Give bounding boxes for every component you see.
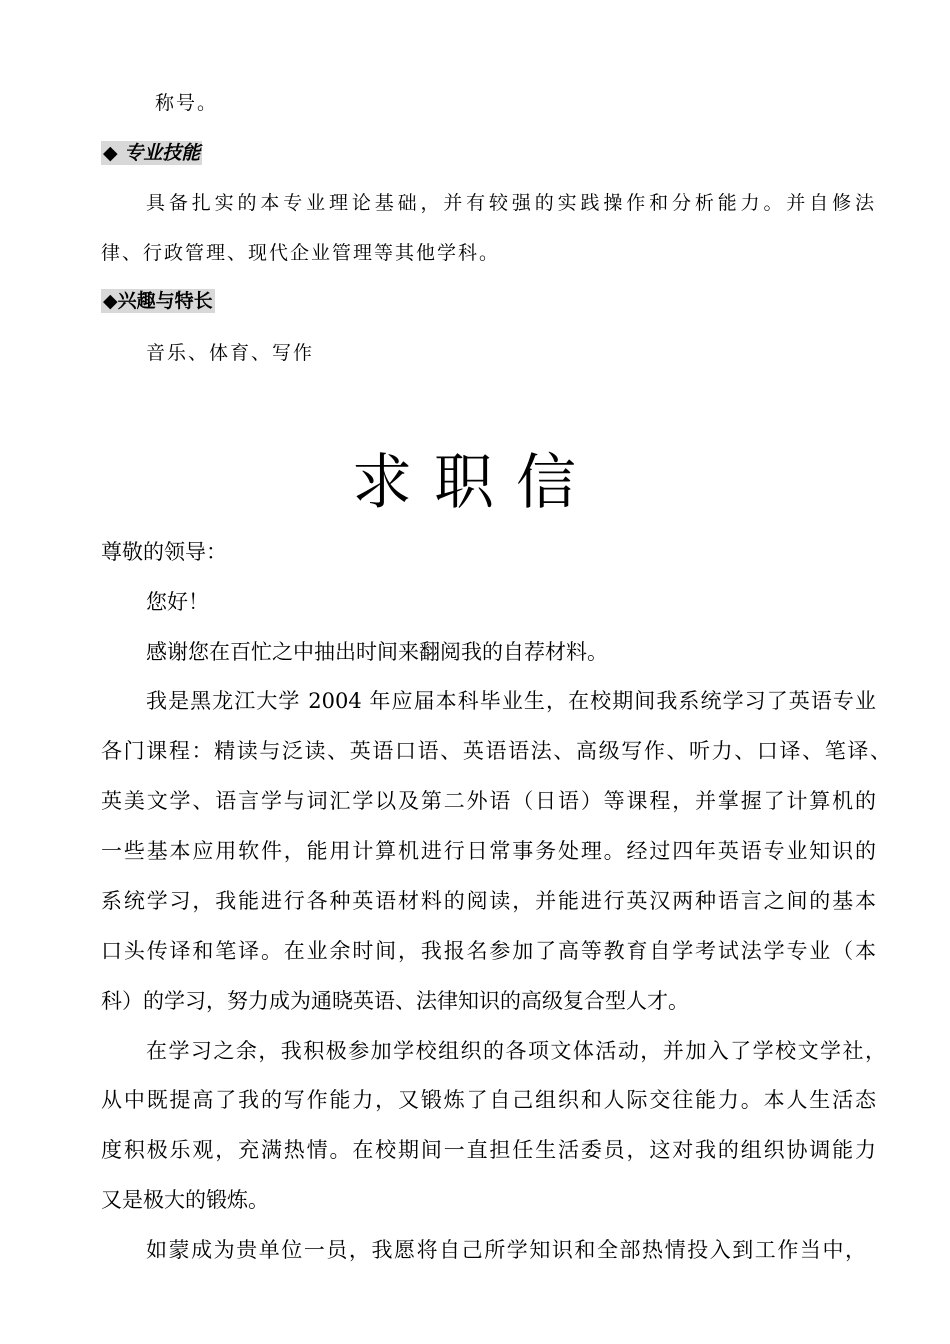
skills-heading: ◆ 专业技能 xyxy=(103,142,201,164)
para1-line-2: 各门课程：精读与泛读、英语口语、英语语法、高级写作、听力、口译、笔译、 xyxy=(101,739,891,763)
resume-line-title: 称号。 xyxy=(155,92,219,114)
letter-title: 求职信 xyxy=(352,448,598,518)
para2-line-3: 度积极乐观，充满热情。在校期间一直担任生活委员，这对我的组织协调能力 xyxy=(101,1138,876,1162)
letter-thanks: 感谢您在百忙之中抽出时间来翻阅我的自荐材料。 xyxy=(146,640,608,664)
para1-line-5: 系统学习，我能进行各种英语材料的阅读，并能进行英汉两种语言之间的基本 xyxy=(101,889,876,913)
interests-heading: ◆兴趣与特长 xyxy=(103,290,213,312)
para2-line-4: 又是极大的锻炼。 xyxy=(101,1188,269,1212)
letter-greeting: 您好！ xyxy=(146,590,209,614)
para3-line-1: 如蒙成为贵单位一员，我愿将自己所学知识和全部热情投入到工作当中， xyxy=(146,1238,866,1262)
para1-line-4: 一些基本应用软件，能用计算机进行日常事务处理。经过四年英语专业知识的 xyxy=(101,839,876,863)
interests-text: 音乐、体育、写作 xyxy=(146,342,315,364)
para1-line-7: 科）的学习，努力成为通晓英语、法律知识的高级复合型人才。 xyxy=(101,989,689,1013)
para1-line-6: 口头传译和笔译。在业余时间，我报名参加了高等教育自学考试法学专业（本 xyxy=(101,939,876,963)
skills-line-2: 律、行政管理、现代企业管理等其他学科。 xyxy=(101,242,501,264)
para2-line-2: 从中既提高了我的写作能力，又锻炼了自己组织和人际交往能力。本人生活态 xyxy=(101,1088,876,1112)
para2-line-1: 在学习之余，我积极参加学校组织的各项文体活动，并加入了学校文学社， xyxy=(146,1039,886,1063)
skills-line-1: 具备扎实的本专业理论基础，并有较强的实践操作和分析能力。并自修法 xyxy=(146,192,876,214)
para1-line-3: 英美文学、语言学与词汇学以及第二外语（日语）等课程，并掌握了计算机的 xyxy=(101,789,876,813)
para1-line-1: 我是黑龙江大学 2004 年应届本科毕业生，在校期间我系统学习了英语专业 xyxy=(146,689,876,713)
letter-salutation: 尊敬的领导： xyxy=(101,540,227,564)
